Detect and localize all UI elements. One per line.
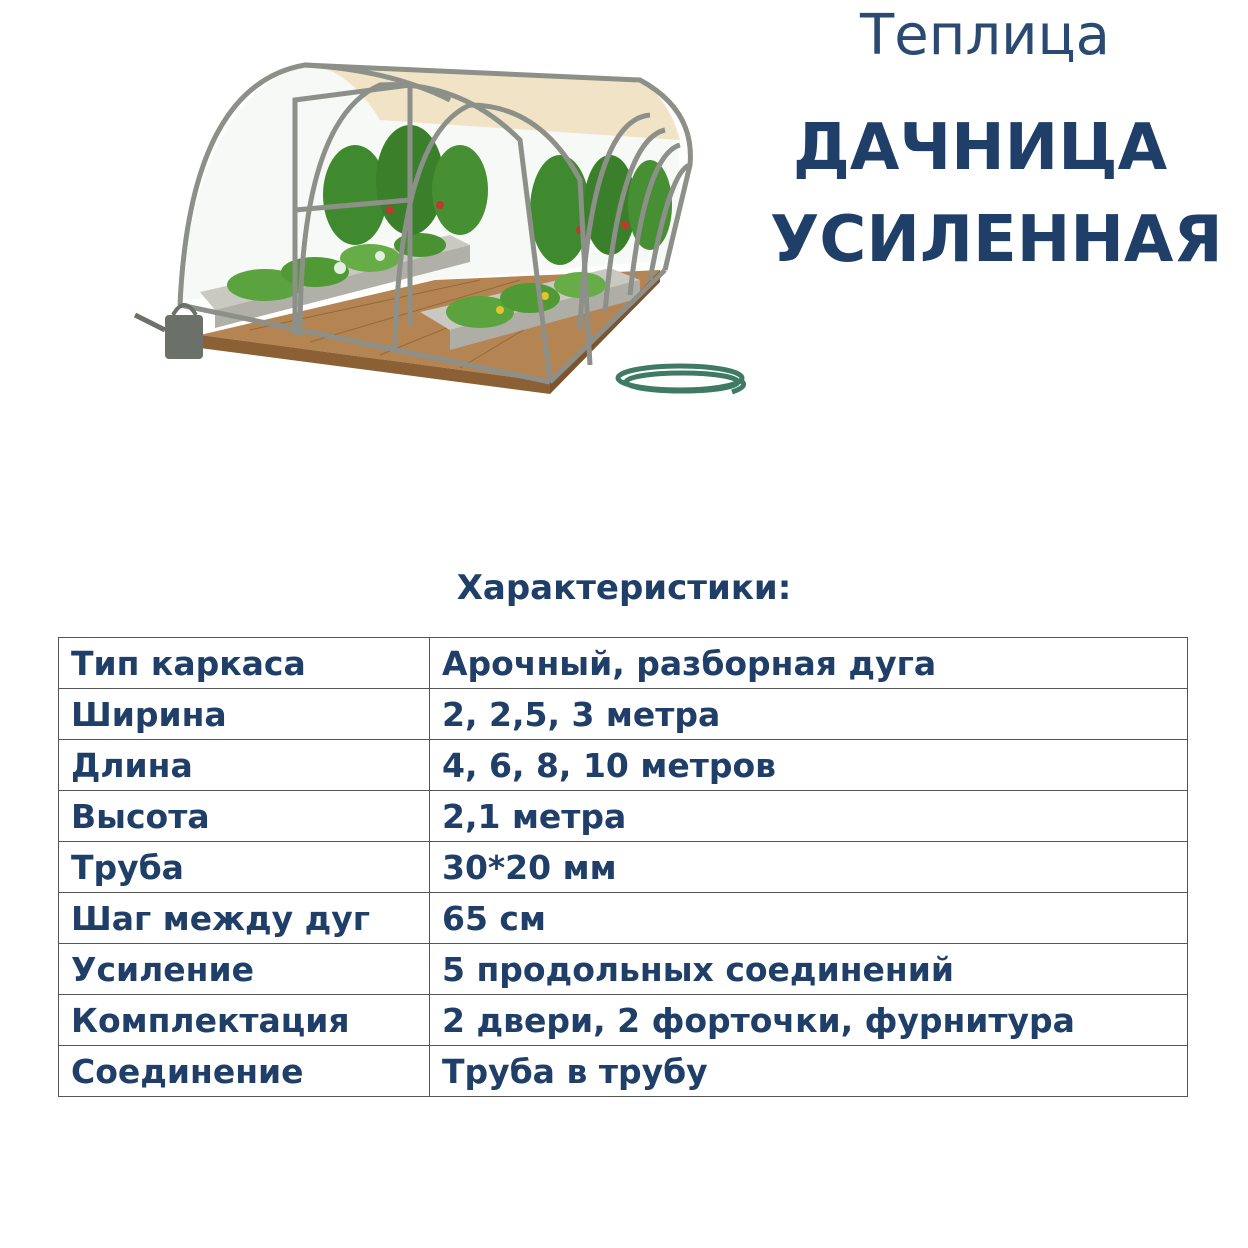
- table-row: [59, 689, 1188, 740]
- spec-value: 65 см: [430, 893, 1188, 944]
- spec-label: Ширина: [59, 689, 430, 740]
- specs-table: [58, 637, 1188, 1097]
- table-row: [59, 791, 1188, 842]
- product-title-variant: УСИЛЕННАЯ: [770, 203, 1223, 277]
- table-row: [59, 740, 1188, 791]
- spec-label: Труба: [59, 842, 430, 893]
- spec-value: 2 двери, 2 форточки, фурнитура: [430, 995, 1188, 1046]
- table-row: [59, 995, 1188, 1046]
- spec-value: Труба в трубу: [430, 1046, 1188, 1097]
- table-row: [59, 944, 1188, 995]
- spec-label: Высота: [59, 791, 430, 842]
- spec-label: Шаг между дуг: [59, 893, 430, 944]
- table-row: [59, 1046, 1188, 1097]
- garden-hose-icon: [618, 366, 744, 392]
- table-row: [59, 638, 1188, 689]
- spec-label: Комплектация: [59, 995, 430, 1046]
- spec-value: 5 продольных соединений: [430, 944, 1188, 995]
- spec-value: 2, 2,5, 3 метра: [430, 689, 1188, 740]
- watering-can-icon: [135, 305, 203, 359]
- spec-value: Арочный, разборная дуга: [430, 638, 1188, 689]
- table-row: [59, 893, 1188, 944]
- product-title-name: ДАЧНИЦА: [792, 111, 1168, 185]
- spec-value: 2,1 метра: [430, 791, 1188, 842]
- table-row: [59, 842, 1188, 893]
- specs-heading: Характеристики:: [456, 568, 792, 608]
- spec-value: 30*20 мм: [430, 842, 1188, 893]
- product-title-prefix: Теплица: [860, 3, 1110, 68]
- spec-label: Тип каркаса: [59, 638, 430, 689]
- spec-label: Усиление: [59, 944, 430, 995]
- spec-value: 4, 6, 8, 10 метров: [430, 740, 1188, 791]
- greenhouse-illustration: [50, 30, 770, 450]
- spec-label: Длина: [59, 740, 430, 791]
- spec-label: Соединение: [59, 1046, 430, 1097]
